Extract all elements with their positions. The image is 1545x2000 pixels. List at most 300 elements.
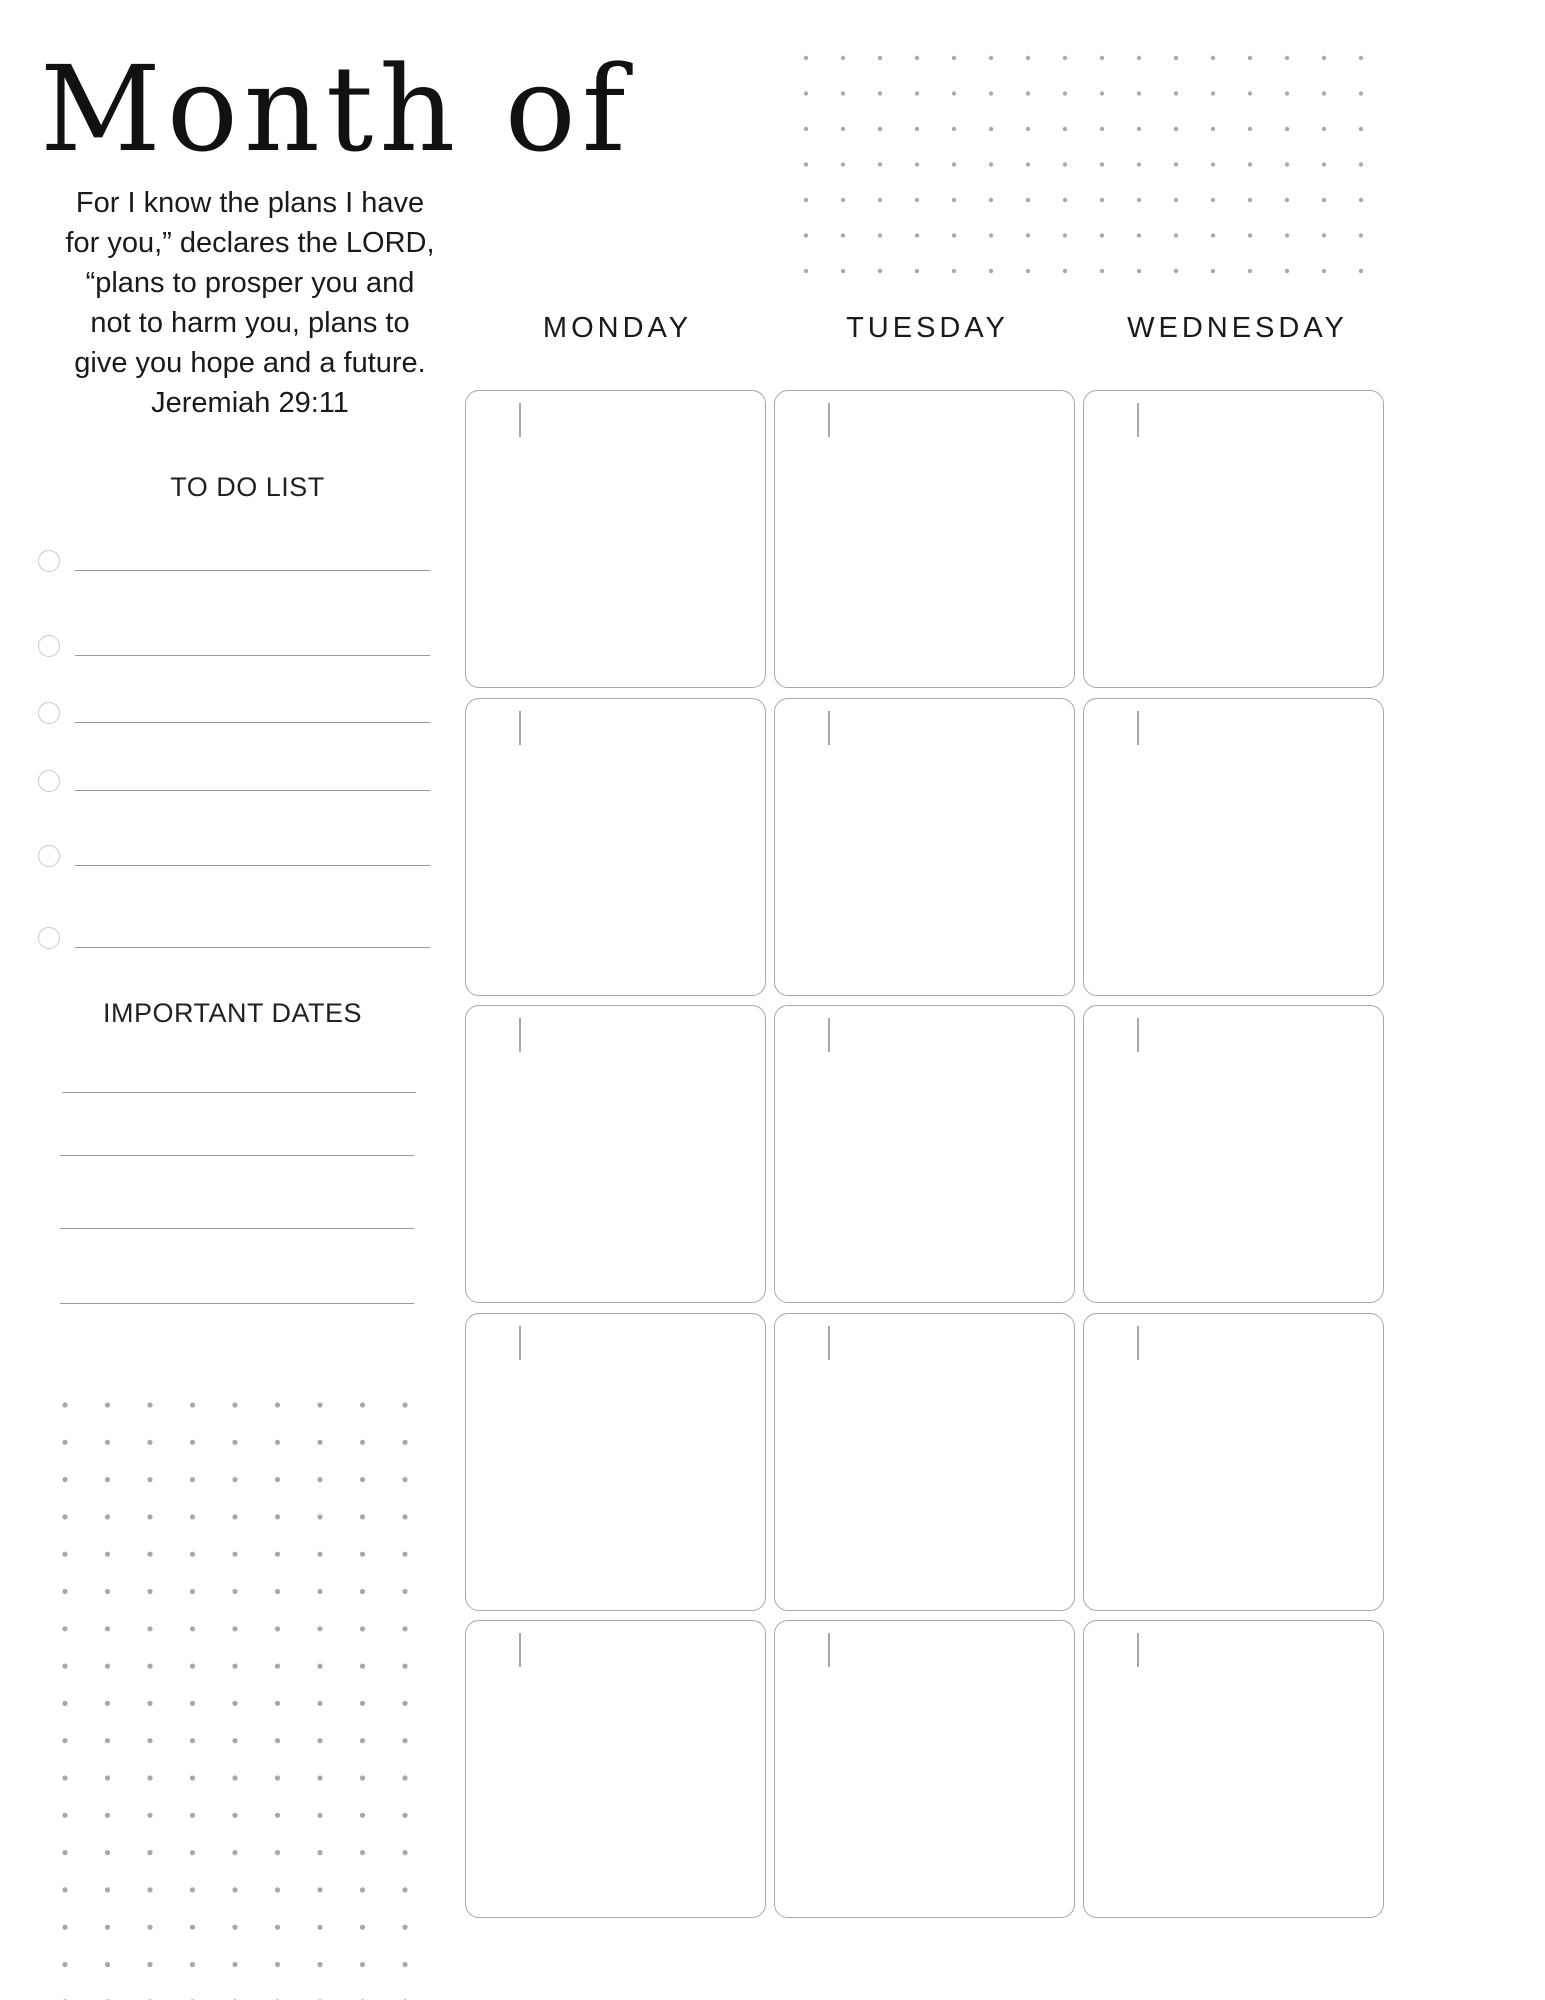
important-date-line[interactable] [60, 1228, 414, 1229]
grid-dot [1248, 56, 1252, 60]
grid-dot [1248, 198, 1252, 202]
grid-dot [360, 1440, 365, 1445]
grid-dot [402, 1440, 407, 1445]
grid-dot [275, 1552, 280, 1557]
grid-dot [147, 1887, 152, 1892]
grid-dot [190, 1589, 195, 1594]
grid-dot [915, 269, 919, 273]
grid-dot [190, 1887, 195, 1892]
grid-dot [1174, 269, 1178, 273]
checkbox-circle-icon[interactable] [38, 770, 60, 792]
grid-dot [402, 1477, 407, 1482]
day-header-wednesday: WEDNESDAY [1127, 312, 1348, 344]
grid-dot [105, 1738, 110, 1743]
grid-dot [147, 1850, 152, 1855]
grid-dot [360, 1850, 365, 1855]
grid-dot [232, 1738, 237, 1743]
grid-dot [317, 1813, 322, 1818]
grid-dot [989, 127, 993, 131]
date-marker [828, 1633, 830, 1667]
grid-dot [275, 1626, 280, 1631]
date-marker [1137, 403, 1139, 437]
grid-dot [989, 162, 993, 166]
calendar-day-cell-monday[interactable] [465, 1005, 766, 1303]
grid-dot [1063, 233, 1067, 237]
grid-dot [360, 1552, 365, 1557]
grid-dot [804, 91, 808, 95]
grid-dot [105, 1514, 110, 1519]
verse-line: for you,” declares the LORD, [65, 227, 435, 259]
grid-dot [1100, 127, 1104, 131]
calendar-day-cell-monday[interactable] [465, 390, 766, 688]
grid-dot [1211, 198, 1215, 202]
date-marker [519, 1326, 521, 1360]
grid-dot [1026, 162, 1030, 166]
grid-dot [1100, 233, 1104, 237]
grid-dot [1174, 198, 1178, 202]
grid-dot [317, 1775, 322, 1780]
grid-dot [360, 1589, 365, 1594]
grid-dot [190, 1477, 195, 1482]
grid-dot [275, 1402, 280, 1407]
grid-dot [190, 1402, 195, 1407]
grid-dot [1137, 56, 1141, 60]
grid-dot [1359, 127, 1363, 131]
grid-dot [275, 1887, 280, 1892]
grid-dot [1285, 233, 1289, 237]
grid-dot [1322, 269, 1326, 273]
checkbox-circle-icon[interactable] [38, 635, 60, 657]
important-dates-heading: IMPORTANT DATES [102, 998, 363, 1028]
todo-item[interactable] [38, 768, 430, 798]
date-marker [519, 1018, 521, 1052]
grid-dot [804, 198, 808, 202]
calendar-day-cell-wednesday[interactable] [1083, 698, 1384, 996]
grid-dot [841, 127, 845, 131]
grid-dot [275, 1664, 280, 1669]
grid-dot [190, 1440, 195, 1445]
grid-dot [275, 1514, 280, 1519]
grid-dot [105, 1440, 110, 1445]
grid-dot [360, 1813, 365, 1818]
calendar-day-cell-tuesday[interactable] [774, 1620, 1075, 1918]
grid-dot [62, 1626, 67, 1631]
grid-dot [360, 1477, 365, 1482]
grid-dot [317, 1850, 322, 1855]
date-marker [1137, 1633, 1139, 1667]
todo-line[interactable] [75, 570, 430, 571]
grid-dot [360, 1738, 365, 1743]
grid-dot [317, 1440, 322, 1445]
grid-dot [147, 1589, 152, 1594]
grid-dot [105, 1813, 110, 1818]
grid-dot [190, 1775, 195, 1780]
calendar-day-cell-monday[interactable] [465, 698, 766, 996]
grid-dot [1063, 56, 1067, 60]
grid-dot [1174, 91, 1178, 95]
grid-dot [232, 1887, 237, 1892]
grid-dot [878, 91, 882, 95]
checkbox-circle-icon[interactable] [38, 927, 60, 949]
grid-dot [402, 1962, 407, 1967]
page-title: Month of [40, 40, 632, 178]
calendar-day-cell-wednesday[interactable] [1083, 1620, 1384, 1918]
grid-dot [232, 1850, 237, 1855]
grid-dot [1063, 198, 1067, 202]
verse-line: For I know the plans I have [75, 187, 425, 219]
grid-dot [1285, 162, 1289, 166]
grid-dot [1285, 56, 1289, 60]
grid-dot [317, 1402, 322, 1407]
grid-dot [1248, 233, 1252, 237]
grid-dot [952, 162, 956, 166]
grid-dot [105, 1887, 110, 1892]
grid-dot [1359, 233, 1363, 237]
grid-dot [147, 1514, 152, 1519]
grid-dot [232, 1813, 237, 1818]
grid-dot [1359, 198, 1363, 202]
grid-dot [317, 1514, 322, 1519]
grid-dot [147, 1402, 152, 1407]
grid-dot [232, 1664, 237, 1669]
grid-dot [317, 1552, 322, 1557]
grid-dot [1174, 233, 1178, 237]
grid-dot [915, 91, 919, 95]
grid-dot [275, 1477, 280, 1482]
grid-dot [1137, 91, 1141, 95]
date-marker [519, 711, 521, 745]
grid-dot [952, 198, 956, 202]
grid-dot [878, 233, 882, 237]
grid-dot [105, 1664, 110, 1669]
grid-dot [62, 1962, 67, 1967]
grid-dot [275, 1962, 280, 1967]
grid-dot [147, 1477, 152, 1482]
grid-dot [360, 1402, 365, 1407]
grid-dot [62, 1738, 67, 1743]
grid-dot [105, 1925, 110, 1930]
grid-dot [989, 198, 993, 202]
grid-dot [402, 1514, 407, 1519]
calendar-day-cell-tuesday[interactable] [774, 1005, 1075, 1303]
grid-dot [317, 1626, 322, 1631]
grid-dot [232, 1962, 237, 1967]
grid-dot [360, 1962, 365, 1967]
grid-dot [804, 127, 808, 131]
grid-dot [190, 1738, 195, 1743]
grid-dot [105, 1626, 110, 1631]
grid-dot [804, 56, 808, 60]
grid-dot [402, 1738, 407, 1743]
calendar-day-cell-wednesday[interactable] [1083, 1313, 1384, 1611]
grid-dot [105, 1701, 110, 1706]
grid-dot [62, 1589, 67, 1594]
calendar-day-cell-tuesday[interactable] [774, 390, 1075, 688]
grid-dot [190, 1850, 195, 1855]
grid-dot [62, 1887, 67, 1892]
grid-dot [1137, 127, 1141, 131]
grid-dot [1285, 127, 1289, 131]
grid-dot [317, 1887, 322, 1892]
grid-dot [1285, 269, 1289, 273]
grid-dot [1211, 91, 1215, 95]
todo-item[interactable] [38, 700, 430, 730]
grid-dot [232, 1626, 237, 1631]
grid-dot [1248, 91, 1252, 95]
grid-dot [1211, 269, 1215, 273]
calendar-day-cell-tuesday[interactable] [774, 698, 1075, 996]
grid-dot [1026, 198, 1030, 202]
grid-dot [878, 162, 882, 166]
grid-dot [1322, 162, 1326, 166]
important-date-line[interactable] [60, 1303, 414, 1304]
verse-line: “plans to prosper you and [85, 267, 415, 299]
grid-dot [275, 1925, 280, 1930]
grid-dot [952, 269, 956, 273]
grid-dot [1248, 127, 1252, 131]
grid-dot [1100, 162, 1104, 166]
grid-dot [190, 1962, 195, 1967]
grid-dot [275, 1589, 280, 1594]
date-marker [1137, 1326, 1139, 1360]
grid-dot [989, 56, 993, 60]
todo-line[interactable] [75, 790, 430, 791]
grid-dot [1137, 162, 1141, 166]
grid-dot [62, 1925, 67, 1930]
grid-dot [878, 56, 882, 60]
grid-dot [1322, 127, 1326, 131]
grid-dot [804, 269, 808, 273]
grid-dot [878, 198, 882, 202]
grid-dot [841, 56, 845, 60]
grid-dot [105, 1477, 110, 1482]
grid-dot [402, 1664, 407, 1669]
grid-dot [1063, 162, 1067, 166]
date-marker [1137, 711, 1139, 745]
grid-dot [62, 1440, 67, 1445]
todo-heading: TO DO LIST [170, 472, 325, 502]
grid-dot [1211, 56, 1215, 60]
grid-dot [360, 1514, 365, 1519]
calendar-day-cell-wednesday[interactable] [1083, 1005, 1384, 1303]
todo-line[interactable] [75, 722, 430, 723]
grid-dot [62, 1514, 67, 1519]
grid-dot [1322, 91, 1326, 95]
grid-dot [402, 1589, 407, 1594]
grid-dot [1359, 56, 1363, 60]
grid-dot [275, 1440, 280, 1445]
grid-dot [147, 1925, 152, 1930]
todo-item[interactable] [38, 843, 430, 873]
grid-dot [232, 1477, 237, 1482]
grid-dot [360, 1925, 365, 1930]
date-marker [1137, 1018, 1139, 1052]
grid-dot [190, 1514, 195, 1519]
grid-dot [1359, 269, 1363, 273]
date-marker [519, 403, 521, 437]
grid-dot [952, 127, 956, 131]
checkbox-circle-icon[interactable] [38, 550, 60, 572]
grid-dot [105, 1552, 110, 1557]
grid-dot [841, 91, 845, 95]
grid-dot [62, 1664, 67, 1669]
grid-dot [1026, 56, 1030, 60]
calendar-day-cell-tuesday[interactable] [774, 1313, 1075, 1611]
grid-dot [190, 1552, 195, 1557]
grid-dot [1322, 56, 1326, 60]
grid-dot [1026, 91, 1030, 95]
grid-dot [232, 1440, 237, 1445]
grid-dot [105, 1775, 110, 1780]
grid-dot [841, 269, 845, 273]
grid-dot [190, 1701, 195, 1706]
grid-dot [1322, 233, 1326, 237]
grid-dot [147, 1701, 152, 1706]
grid-dot [190, 1626, 195, 1631]
grid-dot [1100, 56, 1104, 60]
grid-dot [1026, 269, 1030, 273]
grid-dot [804, 162, 808, 166]
grid-dot [1063, 127, 1067, 131]
grid-dot [105, 1850, 110, 1855]
day-header-tuesday: TUESDAY [846, 312, 1009, 344]
grid-dot [360, 1775, 365, 1780]
grid-dot [360, 1664, 365, 1669]
grid-dot [989, 91, 993, 95]
todo-item[interactable] [38, 633, 430, 663]
calendar-day-cell-monday[interactable] [465, 1620, 766, 1918]
grid-dot [1285, 198, 1289, 202]
grid-dot [915, 198, 919, 202]
grid-dot [804, 233, 808, 237]
grid-dot [915, 127, 919, 131]
date-marker [828, 403, 830, 437]
grid-dot [147, 1813, 152, 1818]
grid-dot [1248, 269, 1252, 273]
important-date-line[interactable] [62, 1092, 416, 1093]
grid-dot [1174, 56, 1178, 60]
grid-dot [105, 1962, 110, 1967]
grid-dot [275, 1775, 280, 1780]
grid-dot [62, 1813, 67, 1818]
grid-dot [402, 1701, 407, 1706]
grid-dot [232, 1701, 237, 1706]
grid-dot [275, 1701, 280, 1706]
grid-dot [232, 1925, 237, 1930]
grid-dot [915, 233, 919, 237]
grid-dot [62, 1402, 67, 1407]
grid-dot [317, 1664, 322, 1669]
grid-dot [1211, 162, 1215, 166]
grid-dot [190, 1925, 195, 1930]
grid-dot [317, 1925, 322, 1930]
date-marker [828, 711, 830, 745]
grid-dot [62, 1477, 67, 1482]
dot-grid-bottom [55, 1395, 425, 2000]
grid-dot [1063, 91, 1067, 95]
grid-dot [841, 198, 845, 202]
grid-dot [147, 1440, 152, 1445]
checkbox-circle-icon[interactable] [38, 702, 60, 724]
todo-item[interactable] [38, 548, 430, 578]
grid-dot [62, 1552, 67, 1557]
grid-dot [105, 1589, 110, 1594]
date-marker [828, 1326, 830, 1360]
grid-dot [275, 1813, 280, 1818]
checkbox-circle-icon[interactable] [38, 845, 60, 867]
grid-dot [62, 1701, 67, 1706]
grid-dot [915, 162, 919, 166]
todo-line[interactable] [75, 947, 430, 948]
grid-dot [402, 1887, 407, 1892]
grid-dot [1137, 233, 1141, 237]
grid-dot [952, 56, 956, 60]
grid-dot [317, 1962, 322, 1967]
grid-dot [317, 1589, 322, 1594]
grid-dot [317, 1738, 322, 1743]
important-date-line[interactable] [60, 1155, 414, 1156]
grid-dot [62, 1775, 67, 1780]
grid-dot [232, 1402, 237, 1407]
todo-line[interactable] [75, 655, 430, 656]
grid-dot [1322, 198, 1326, 202]
grid-dot [402, 1402, 407, 1407]
grid-dot [275, 1850, 280, 1855]
grid-dot [1248, 162, 1252, 166]
day-header-monday: MONDAY [542, 312, 693, 344]
grid-dot [360, 1626, 365, 1631]
grid-dot [402, 1925, 407, 1930]
grid-dot [989, 233, 993, 237]
date-marker [519, 1633, 521, 1667]
scripture-verse [40, 183, 460, 423]
todo-line[interactable] [75, 865, 430, 866]
grid-dot [360, 1701, 365, 1706]
grid-dot [105, 1402, 110, 1407]
date-marker [828, 1018, 830, 1052]
grid-dot [952, 233, 956, 237]
grid-dot [1100, 198, 1104, 202]
todo-item[interactable] [38, 925, 430, 955]
grid-dot [1137, 198, 1141, 202]
grid-dot [360, 1887, 365, 1892]
calendar-day-cell-wednesday[interactable] [1083, 390, 1384, 688]
grid-dot [1026, 127, 1030, 131]
grid-dot [275, 1738, 280, 1743]
grid-dot [1137, 269, 1141, 273]
grid-dot [402, 1813, 407, 1818]
grid-dot [1285, 91, 1289, 95]
grid-dot [989, 269, 993, 273]
grid-dot [1359, 91, 1363, 95]
grid-dot [232, 1552, 237, 1557]
verse-line: give you hope and a future. [74, 347, 426, 379]
grid-dot [62, 1850, 67, 1855]
grid-dot [1100, 91, 1104, 95]
grid-dot [190, 1664, 195, 1669]
grid-dot [402, 1775, 407, 1780]
verse-line: not to harm you, plans to [90, 307, 410, 339]
grid-dot [232, 1514, 237, 1519]
grid-dot [1211, 127, 1215, 131]
grid-dot [147, 1738, 152, 1743]
grid-dot [841, 162, 845, 166]
grid-dot [147, 1626, 152, 1631]
grid-dot [1100, 269, 1104, 273]
calendar-day-cell-monday[interactable] [465, 1313, 766, 1611]
grid-dot [147, 1962, 152, 1967]
grid-dot [1359, 162, 1363, 166]
